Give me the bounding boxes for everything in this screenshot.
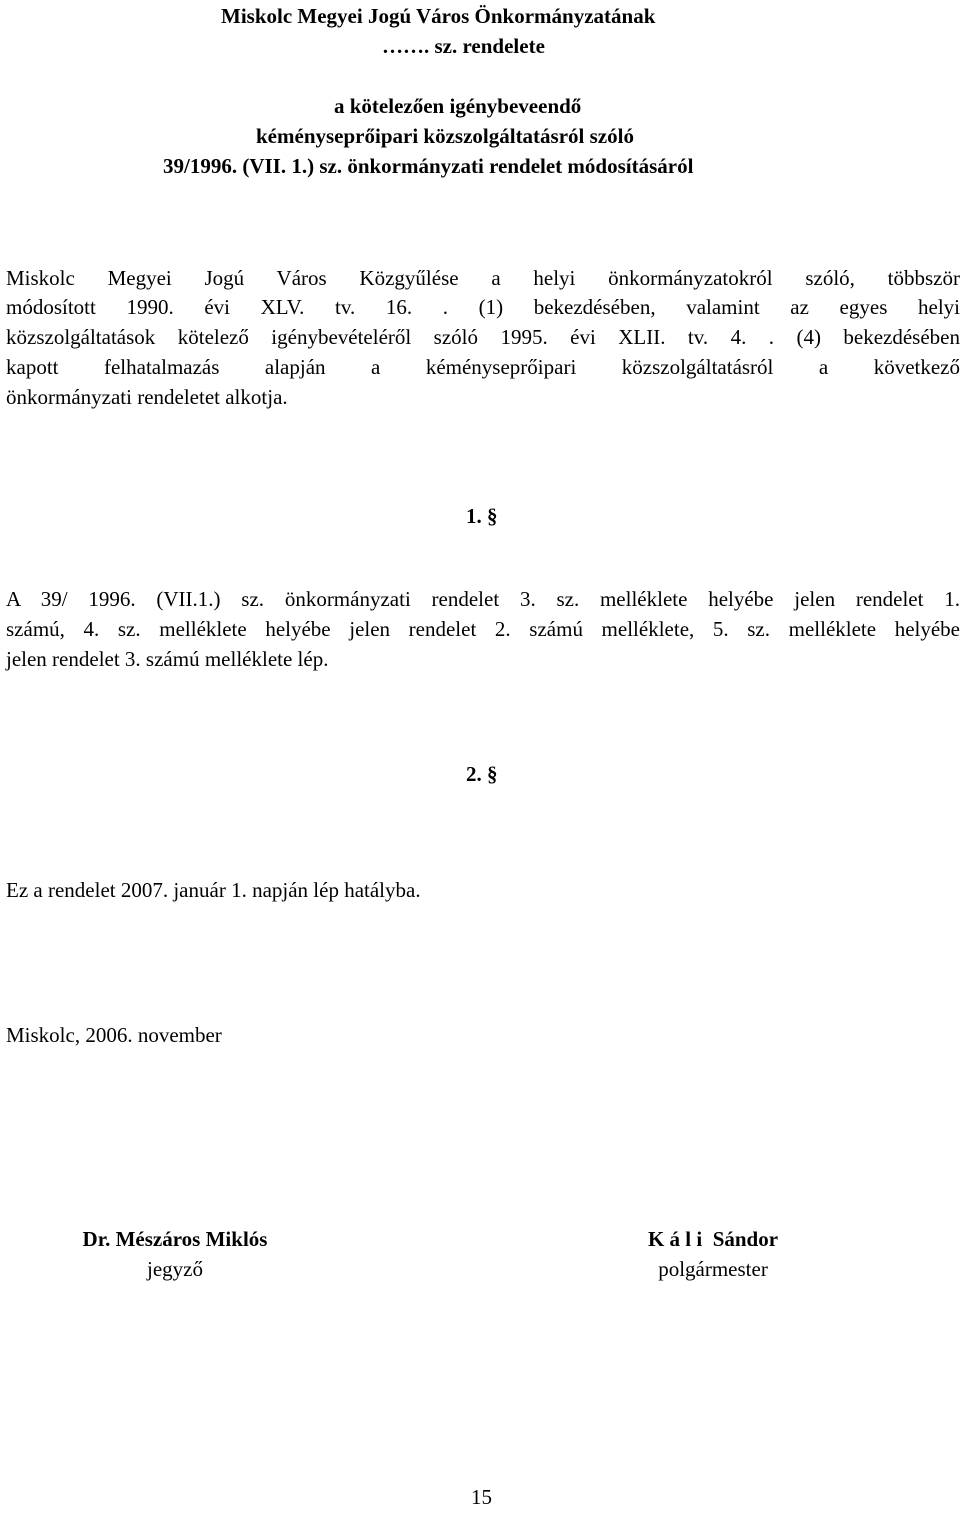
title-line-4: kéményseprőipari közszolgáltatásról szóló [256,124,634,148]
section-2-heading: 2. § [466,762,498,786]
section-1-line-1: A 39/ 1996. (VII.1.) sz. önkormányzati rendelet 3. sz. melléklete helyébe jelen rendelet 1. [6,587,960,611]
title-line-3: a kötelezően igénybeveendő [334,94,582,118]
page-number: 15 [471,1485,492,1509]
preamble-line-4: kapott felhatalmazás alapján a kéményseprőipari közszolgáltatásról a következő [6,355,960,379]
preamble-line-3: közszolgáltatások kötelező igénybevételéről szóló 1995. évi XLII. tv. 4. . (4) bekezdésében [6,325,960,349]
preamble-line-5: önkormányzati rendeletet alkotja. [6,385,288,409]
place-and-date: Miskolc, 2006. november [6,1023,222,1047]
signature-name: Dr. Mészáros Miklós [82,1227,268,1251]
title-line-1: Miskolc Megyei Jogú Város Önkormányzatának [221,4,656,28]
signature-role: jegyző [147,1257,203,1281]
signature-mayor [598,1229,828,1280]
section-1-heading: 1. § [466,504,498,528]
title-line-5: 39/1996. (VII. 1.) sz. önkormányzati rendelet módosításáról [163,154,694,178]
section-1-line-3: jelen rendelet 3. számú melléklete lép. [6,647,329,671]
title-line-2: ……. sz. rendelete [382,34,545,58]
section-2-text: Ez a rendelet 2007. január 1. napján lép hatályba. [6,878,421,902]
signature-name: K á l i Sándor [647,1227,779,1251]
signature-role: polgármester [658,1257,768,1281]
section-1-line-2: számú, 4. sz. melléklete helyébe jelen rendelet 2. számú melléklete, 5. sz. melléklete helyébe [6,617,960,641]
signature-notary [40,1229,310,1280]
preamble-line-2: módosított 1990. évi XLV. tv. 16. . (1) bekezdésében, valamint az egyes helyi [6,295,960,319]
preamble-line-1: Miskolc Megyei Jogú Város Közgyűlése a helyi önkormányzatokról szóló, többször [6,266,960,290]
